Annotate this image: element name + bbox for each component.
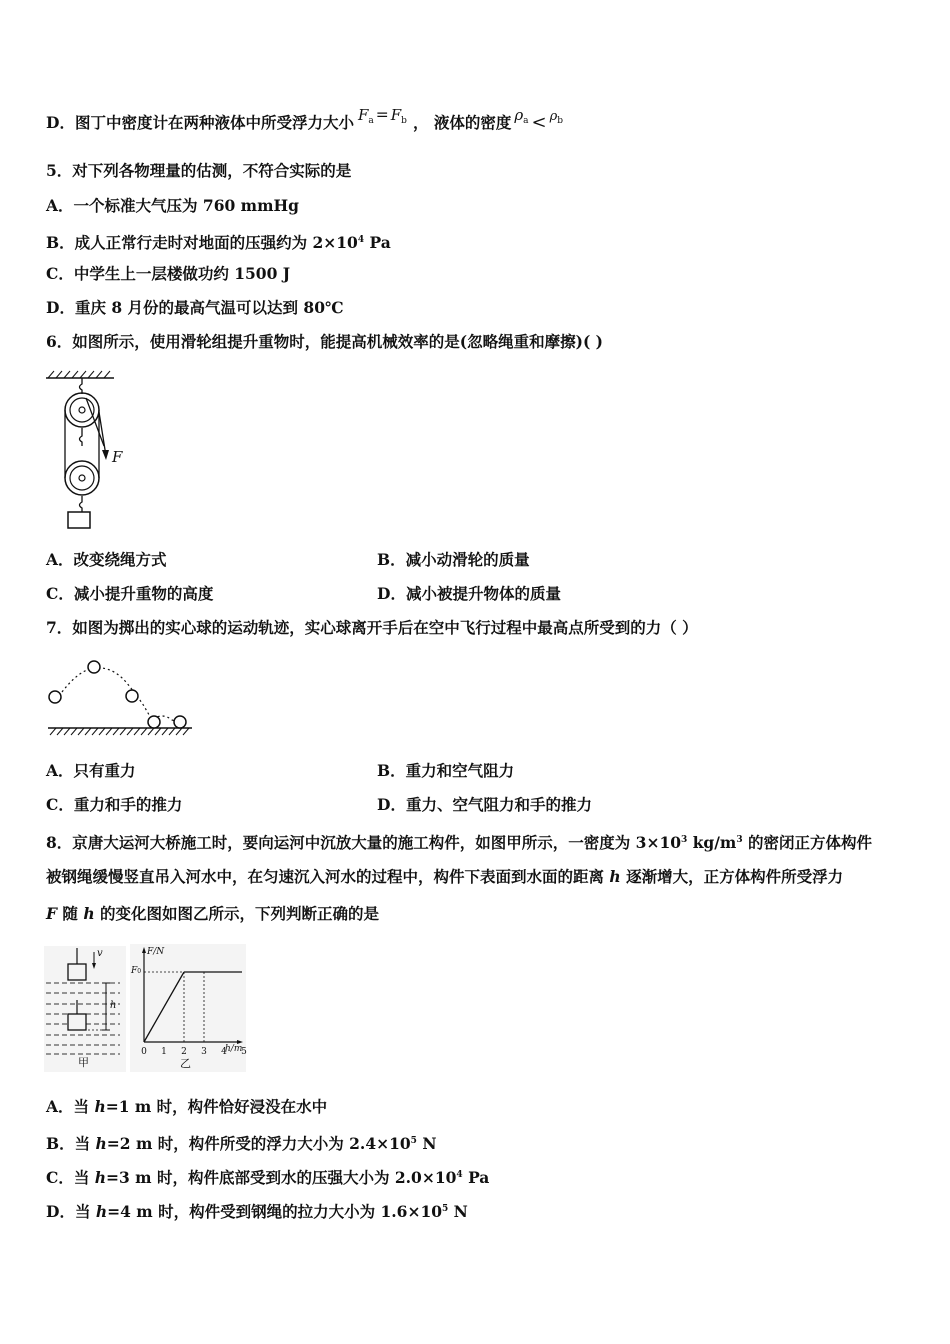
q4-option-d-prefix: D．图丁中密度计在两种液体中所受浮力大小 bbox=[46, 113, 354, 132]
graph-x-tick: 5 bbox=[241, 1047, 247, 1057]
q8-option-b: B．当 h=2 m 时，构件所受的浮力大小为 $2.4\times 10^5$ N bbox=[46, 1134, 437, 1153]
fig-jia-caption: 甲 bbox=[78, 1056, 89, 1069]
q8-option-c: C．当 h=3 m 时，构件底部受到水的压强大小为 $2.0\times 10^4$ Pa bbox=[46, 1168, 490, 1187]
formula-rho-a: $\rho_a$ bbox=[514, 106, 529, 126]
fig-velocity-label: v bbox=[97, 948, 103, 959]
q6-option-c: C．减小提升重物的高度 bbox=[46, 584, 214, 603]
q6-stem: 6．如图所示，使用滑轮组提升重物时，能提高机械效率的是(忽略绳重和摩擦)( ) bbox=[46, 332, 604, 351]
q7-option-a: A．只有重力 bbox=[46, 761, 136, 780]
q8-stem-line2: 被钢绳缓慢竖直吊入河水中，在匀速沉入河水的过程中，构件下表面到水面的距离 h 逐渐增大，正方体构件所受浮力 bbox=[46, 867, 844, 886]
pulley-figure bbox=[44, 368, 144, 533]
q8-figure-yi-graph bbox=[130, 944, 246, 1072]
graph-x-tick: 4 bbox=[221, 1047, 227, 1057]
q5-stem: 5．对下列各物理量的估测，不符合实际的是 bbox=[46, 161, 352, 180]
q7-option-c: C．重力和手的推力 bbox=[46, 795, 183, 814]
q8-figure-jia bbox=[44, 946, 126, 1072]
q8-option-d: D．当 h=4 m 时，构件受到钢绳的拉力大小为 $1.6\times 10^5$ N bbox=[46, 1202, 468, 1221]
ball-trajectory-figure bbox=[44, 656, 196, 742]
q5-option-a: A．一个标准大气压为 760 mmHg bbox=[46, 196, 299, 215]
force-label: F bbox=[112, 448, 123, 466]
q4-option-d-middle: ， 液体的密度 bbox=[412, 113, 512, 132]
fig-yi-caption: 乙 bbox=[180, 1057, 191, 1070]
formula-less-than: < bbox=[531, 112, 547, 133]
q8-stem-line3: F 随 h 的变化图如图乙所示，下列判断正确的是 bbox=[46, 904, 379, 923]
q7-option-b: B．重力和空气阻力 bbox=[377, 761, 515, 780]
q8-stem-line1: 8．京唐大运河大桥施工时，要向运河中沉放大量的施工构件，如图甲所示，一密度为 $3\times 10^3$ $kg/m^3$ 的密闭正方体构件 bbox=[46, 833, 873, 852]
graph-y-label: F/N bbox=[147, 947, 165, 957]
q6-option-b: B．减小动滑轮的质量 bbox=[377, 550, 530, 569]
q6-option-a: A．改变绕绳方式 bbox=[46, 550, 167, 569]
formula-rho-b: ρb bbox=[549, 109, 564, 126]
q7-option-d: D．重力、空气阻力和手的推力 bbox=[377, 795, 592, 814]
graph-x-tick: 2 bbox=[181, 1047, 187, 1057]
graph-x-tick: 0 bbox=[141, 1047, 147, 1057]
graph-x-tick: 1 bbox=[161, 1047, 167, 1057]
graph-x-label: h/m bbox=[225, 1044, 243, 1054]
q5-option-c: C．中学生上一层楼做功约 1500 J bbox=[46, 264, 291, 283]
graph-x-tick: 3 bbox=[201, 1047, 207, 1057]
q8-option-a: A．当 h=1 m 时，构件恰好浸没在水中 bbox=[46, 1097, 328, 1116]
formula-f-a: $F_a$ bbox=[357, 106, 374, 126]
q5-option-d: D．重庆 8 月份的最高气温可以达到 80℃ bbox=[46, 298, 344, 317]
q6-option-d: D．减小被提升物体的质量 bbox=[377, 584, 561, 603]
formula-f-b: $F_b$ bbox=[390, 106, 407, 126]
q5-option-b: B．成人正常行走时对地面的压强约为 $2\times 10^4$ Pa bbox=[46, 233, 391, 252]
formula-equals: = bbox=[375, 106, 389, 124]
graph-f0-label: F0 bbox=[131, 966, 142, 976]
q4-option-d bbox=[46, 106, 564, 140]
fig-h-label: h bbox=[110, 1000, 117, 1011]
q7-stem: 7．如图为掷出的实心球的运动轨迹，实心球离开手后在空中飞行过程中最高点所受到的力（ ） bbox=[46, 618, 698, 637]
